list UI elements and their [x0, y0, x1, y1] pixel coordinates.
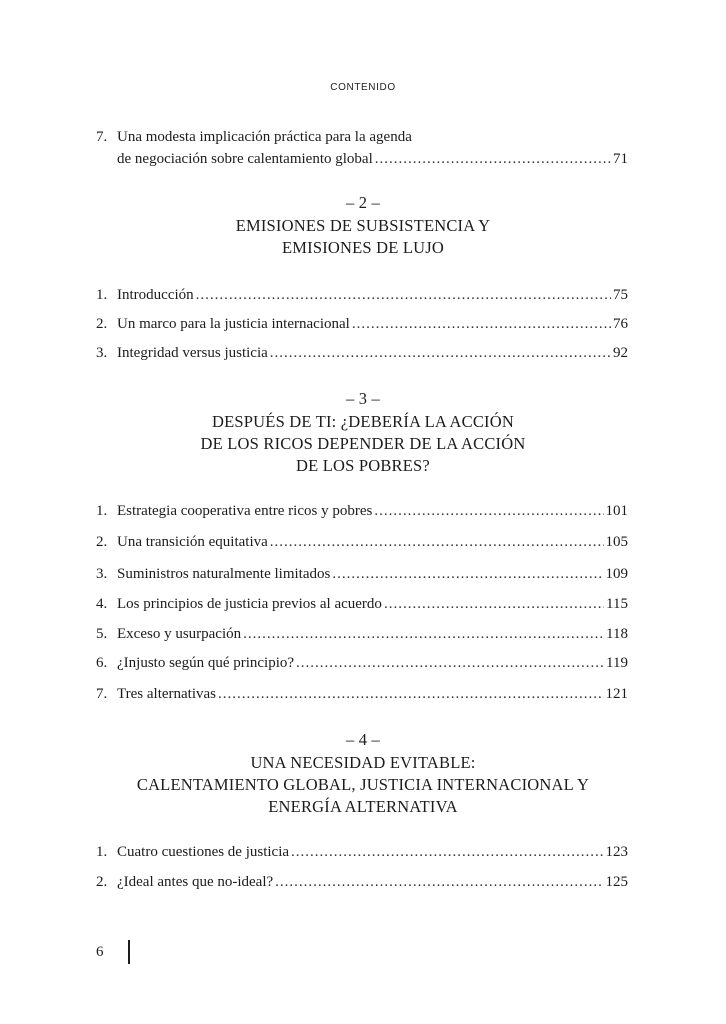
toc-entry-line: [96, 148, 628, 170]
chapter-title-line: DE LOS RICOS DEPENDER DE LA ACCIÓN: [200, 434, 526, 453]
chapter-title-line: EMISIONES DE SUBSISTENCIA Y: [235, 216, 491, 235]
chapter-number: – 4 –: [346, 730, 380, 749]
leader-dots: [384, 593, 604, 615]
leader-dots: [375, 148, 611, 170]
entry-title: Estrategia cooperativa entre ricos y pobres: [117, 503, 373, 519]
leader-dots: [291, 841, 603, 863]
entry-number: 1.: [96, 503, 108, 519]
entry-page: 123: [605, 844, 628, 860]
chapter-number: – 2 –: [346, 193, 380, 212]
entry-page: 125: [605, 874, 628, 890]
entry-page: 121: [605, 686, 628, 702]
toc-entry[interactable]: [96, 683, 628, 705]
leader-dots: [374, 500, 603, 522]
leader-dots: [196, 284, 611, 306]
entry-number: 5.: [96, 626, 108, 642]
entry-number: 1.: [96, 844, 108, 860]
entry-page: 76: [613, 316, 628, 332]
toc-entry[interactable]: [96, 531, 628, 553]
chapter-title-line: EMISIONES DE LUJO: [282, 238, 444, 257]
toc-entry[interactable]: [96, 563, 628, 585]
toc-entry[interactable]: [96, 623, 628, 645]
folio-divider: [128, 940, 130, 964]
entry-number: 6.: [96, 655, 108, 671]
chapter-heading: [60, 729, 666, 818]
leader-dots: [352, 313, 611, 335]
chapter-heading: [60, 388, 666, 477]
entry-title: Cuatro cuestiones de justicia: [117, 844, 290, 860]
leader-dots: [296, 652, 604, 674]
toc-entry[interactable]: [96, 593, 628, 615]
page-number: 6: [96, 944, 104, 960]
chapter-title-line: DESPUÉS DE TI: ¿DEBERÍA LA ACCIÓN: [212, 412, 514, 431]
entry-title: Una transición equitativa: [117, 534, 268, 550]
chapter-title-line: DE LOS POBRES?: [296, 456, 430, 475]
leader-dots: [218, 683, 603, 705]
entry-page: 75: [613, 287, 628, 303]
entry-title: ¿Ideal antes que no-ideal?: [117, 874, 274, 890]
toc-entry-line: [96, 126, 628, 148]
entry-title: Los principios de justicia previos al acuerdo: [117, 596, 382, 612]
entry-number: 3.: [96, 566, 108, 582]
entry-number: 1.: [96, 287, 108, 303]
entry-page: 115: [606, 596, 628, 612]
entry-title: ¿Injusto según qué principio?: [117, 655, 295, 671]
entry-title: Suministros naturalmente limitados: [117, 566, 331, 582]
leader-dots: [275, 871, 603, 893]
entry-page: 71: [613, 151, 628, 167]
leader-dots: [270, 531, 604, 553]
chapter-heading: [60, 192, 666, 259]
chapter-title-line: UNA NECESIDAD EVITABLE:: [250, 753, 476, 772]
entry-page: 101: [605, 503, 628, 519]
toc-entry[interactable]: [96, 841, 628, 863]
entry-number: 2.: [96, 534, 108, 550]
toc-entry[interactable]: [96, 284, 628, 306]
toc-entry[interactable]: [96, 126, 628, 170]
leader-dots: [332, 563, 603, 585]
leader-dots: [270, 342, 611, 364]
entry-number: 3.: [96, 345, 108, 361]
entry-page: 109: [605, 566, 628, 582]
entry-number: 2.: [96, 874, 108, 890]
entry-title: Exceso y usurpación: [117, 626, 242, 642]
entry-number: 2.: [96, 316, 108, 332]
entry-title-continued: de negociación sobre calentamiento global: [117, 151, 373, 167]
toc-entry[interactable]: [96, 871, 628, 893]
entry-number: 7.: [96, 129, 108, 145]
toc-entry[interactable]: [96, 342, 628, 364]
entry-title: Tres alternativas: [117, 686, 217, 702]
chapter-title-line: CALENTAMIENTO GLOBAL, JUSTICIA INTERNACIONAL Y: [136, 775, 590, 794]
entry-title: Una modesta implicación práctica para la agenda: [117, 129, 412, 145]
entry-number: 4.: [96, 596, 108, 612]
entry-page: 105: [605, 534, 628, 550]
entry-title: Un marco para la justicia internacional: [117, 316, 350, 332]
toc-entry[interactable]: [96, 500, 628, 522]
entry-page: 119: [606, 655, 628, 671]
entry-page: 118: [606, 626, 628, 642]
entry-title: Integridad versus justicia: [117, 345, 268, 361]
running-head: CONTENIDO: [330, 82, 396, 93]
entry-page: 92: [613, 345, 628, 361]
toc-entry[interactable]: [96, 652, 628, 674]
chapter-number: – 3 –: [346, 389, 380, 408]
entry-number: 7.: [96, 686, 108, 702]
entry-title: Introducción: [117, 287, 194, 303]
chapter-title-line: ENERGÍA ALTERNATIVA: [268, 797, 458, 816]
leader-dots: [243, 623, 604, 645]
toc-entry[interactable]: [96, 313, 628, 335]
